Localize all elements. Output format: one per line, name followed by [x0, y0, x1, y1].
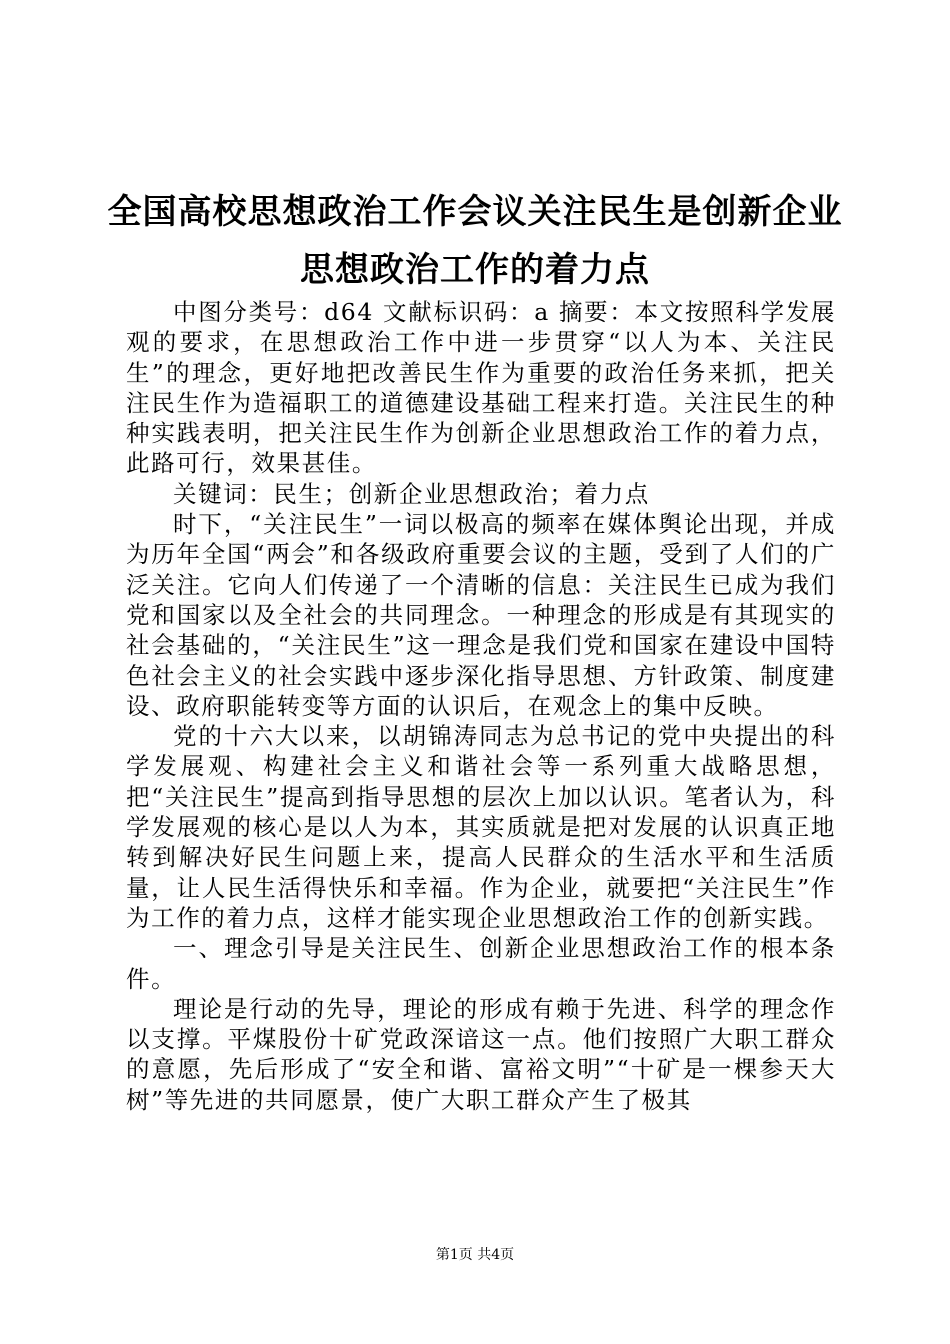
page-number-footer: 第1页 共4页 [435, 1247, 515, 1263]
document-title: 全国高校思想政治工作会议关注民生是创新企业思想政治工作的着力点 [107, 192, 843, 290]
paragraph-section-1-heading: 一、理念引导是关注民生、创新企业思想政治工作的根本条件。 [126, 934, 836, 993]
paragraph-intro: 时下，“关注民生”一词以极高的频率在媒体舆论出现，并成为历年全国“两会”和各级政府重要会议的主题，受到了人们的广泛关注。它向人们传递了一个清晰的信息：关注民生已成为我们党和国家以及全社会的共同理念。一种理念的形成是有其现实的社会基础的，“关注民生”这一理念是我们党和国家在建设中国特色社会主义的社会实践中逐步深化指导思想、方针政策、制度建设、政府职能转变等方面的认识后，在观念上的集中反映。 [126, 510, 836, 720]
paragraph-party: 党的十六大以来，以胡锦涛同志为总书记的党中央提出的科学发展观、构建社会主义和谐社会等一系列重大战略思想，把“关注民生”提高到指导思想的层次上加以认识。笔者认为，科学发展观的核心是以人为本，其实质就是把对发展的认识真正地转到解决好民生问题上来，提高人民群众的生活水平和生活质量，让人民生活得快乐和幸福。作为企业，就要把“关注民生”作为工作的着力点，这样才能实现企业思想政治工作的创新实践。 [126, 722, 836, 932]
paragraph-keywords: 关键词：民生；创新企业思想政治；着力点 [173, 479, 650, 508]
paragraph-theory: 理论是行动的先导，理论的形成有赖于先进、科学的理念作以支撑。平煤股份十矿党政深谙这一点。他们按照广大职工群众的意愿，先后形成了“安全和谐、富裕文明”“十矿是一棵参天大树”等先进的共同愿景，使广大职工群众产生了极其 [126, 994, 836, 1114]
paragraph-abstract: 中图分类号：d64 文献标识码：a 摘要：本文按照科学发展观的要求，在思想政治工作中进一步贯穿“以人为本、关注民生”的理念，更好地把改善民生作为重要的政治任务来抓，把关注民生作为造福职工的道德建设基础工程来打造。关注民生的种种实践表明，把关注民生作为创新企业思想政治工作的着力点，此路可行，效果甚佳。 [126, 298, 836, 478]
document-body [126, 297, 836, 1115]
